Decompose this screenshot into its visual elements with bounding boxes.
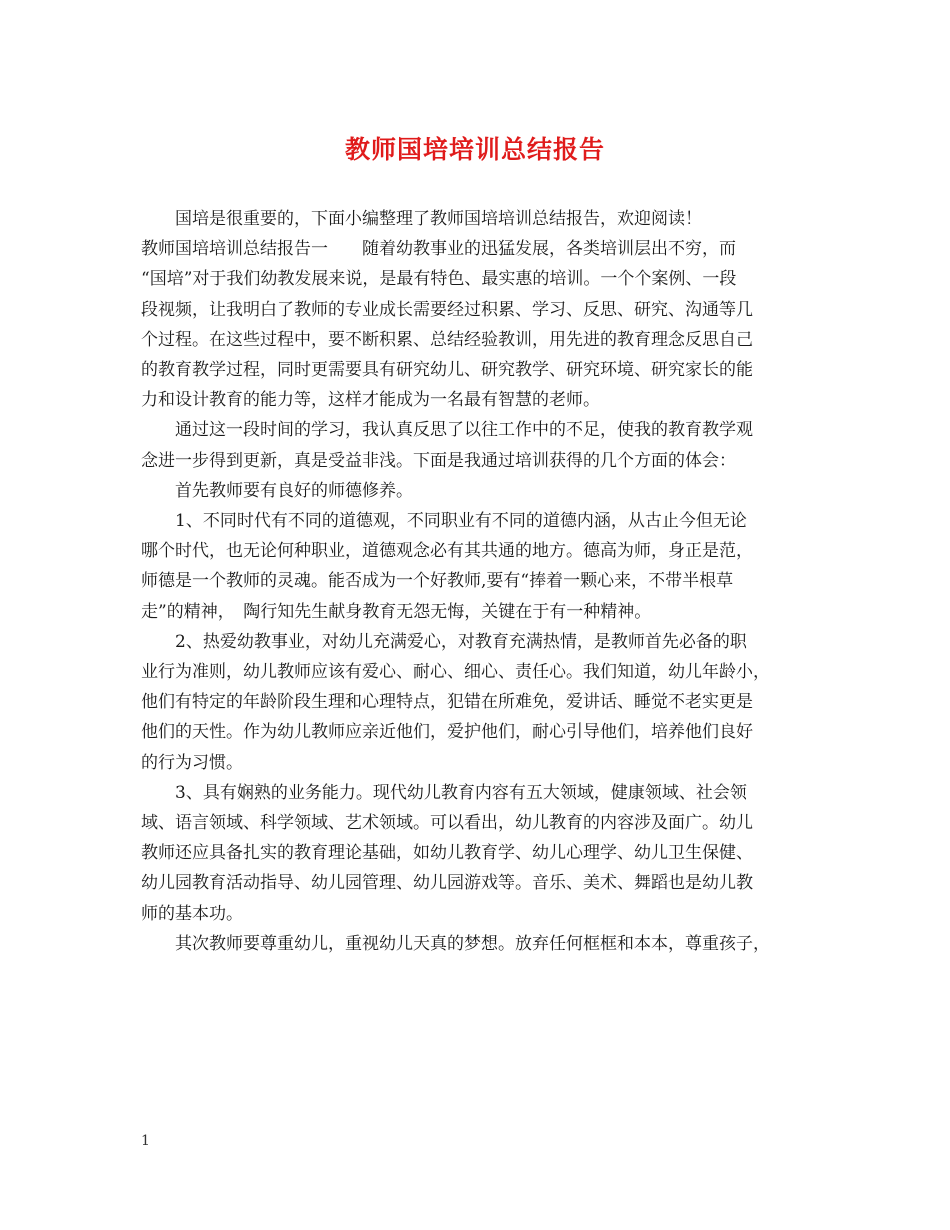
text-line: 教师还应具备扎实的教育理论基础，如幼儿教育学、幼儿心理学、幼儿卫生保健、 — [141, 843, 753, 864]
text-line: “国培”对于我们幼教发展来说，是最有特色、最实惠的培训。一个个案例、一段 — [141, 269, 737, 290]
text-line: 师的基本功。 — [141, 903, 243, 924]
text-line: 的教育教学过程，同时更需要具有研究幼儿、研究教学、研究环境、研究家长的能 — [141, 360, 753, 381]
text-line: 2、热爱幼教事业，对幼儿充满爱心，对教育充满热情，是教师首先必备的职 — [141, 631, 747, 652]
text-line: 力和设计教育的能力等，这样才能成为一名最有智慧的老师。 — [141, 390, 600, 411]
document-title: 教师国培培训总结报告 — [344, 135, 605, 164]
text-line: 他们有特定的年龄阶段生理和心理特点，犯错在所难免，爱讲话、睡觉不老实更是 — [141, 692, 753, 713]
document-body — [141, 204, 817, 959]
text-line: 教师国培培训总结报告一 随着幼教事业的迅猛发展，各类培训层出不穷，而 — [141, 239, 736, 260]
text-line: 域、语言领域、科学领域、艺术领域。可以看出，幼儿教育的内容涉及面广。幼儿 — [141, 813, 753, 834]
text-line: 他们的天性。作为幼儿教师应亲近他们，爱护他们，耐心引导他们，培养他们良好 — [141, 722, 753, 743]
text-line: 首先教师要有良好的师德修养。 — [141, 480, 413, 501]
text-line: 通过这一段时间的学习，我认真反思了以往工作中的不足，使我的教育教学观 — [141, 420, 753, 441]
text-line: 哪个时代，也无论何种职业，道德观念必有其共通的地方。德高为师，身正是范， — [141, 541, 753, 562]
text-line: 念进一步得到更新，真是受益非浅。下面是我通过培训获得的几个方面的体会： — [141, 450, 736, 471]
text-line: 幼儿园教育活动指导、幼儿园管理、幼儿园游戏等。音乐、美术、舞蹈也是幼儿教 — [141, 873, 753, 894]
text-line: 其次教师要尊重幼儿，重视幼儿天真的梦想。放弃任何框框和本本，尊重孩子， — [141, 933, 770, 954]
page-number: 1 — [141, 1133, 150, 1149]
text-line: 个过程。在这些过程中，要不断积累、总结经验教训，用先进的教育理念反思自己 — [141, 329, 753, 350]
text-line: 1、不同时代有不同的道德观，不同职业有不同的道德内涵，从古止今但无论 — [141, 511, 747, 532]
text-line: 国培是很重要的，下面小编整理了教师国培培训总结报告，欢迎阅读！ — [141, 209, 702, 229]
text-line: 师德是一个教师的灵魂。能否成为一个好教师,要有“捧着一颗心来，不带半根草 — [141, 571, 734, 592]
text-line: 的行为习惯。 — [141, 752, 243, 773]
text-line: 3、具有娴熟的业务能力。现代幼儿教育内容有五大领域，健康领域、社会领 — [141, 782, 747, 803]
text-line: 走”的精神， 陶行知先生献身教育无怨无悔，关键在于有一种精神。 — [141, 601, 652, 622]
text-line: 业行为准则，幼儿教师应该有爱心、耐心、细心、责任心。我们知道，幼儿年龄小， — [141, 662, 770, 683]
text-line: 段视频，让我明白了教师的专业成长需要经过积累、学习、反思、研究、沟通等几 — [141, 299, 753, 320]
